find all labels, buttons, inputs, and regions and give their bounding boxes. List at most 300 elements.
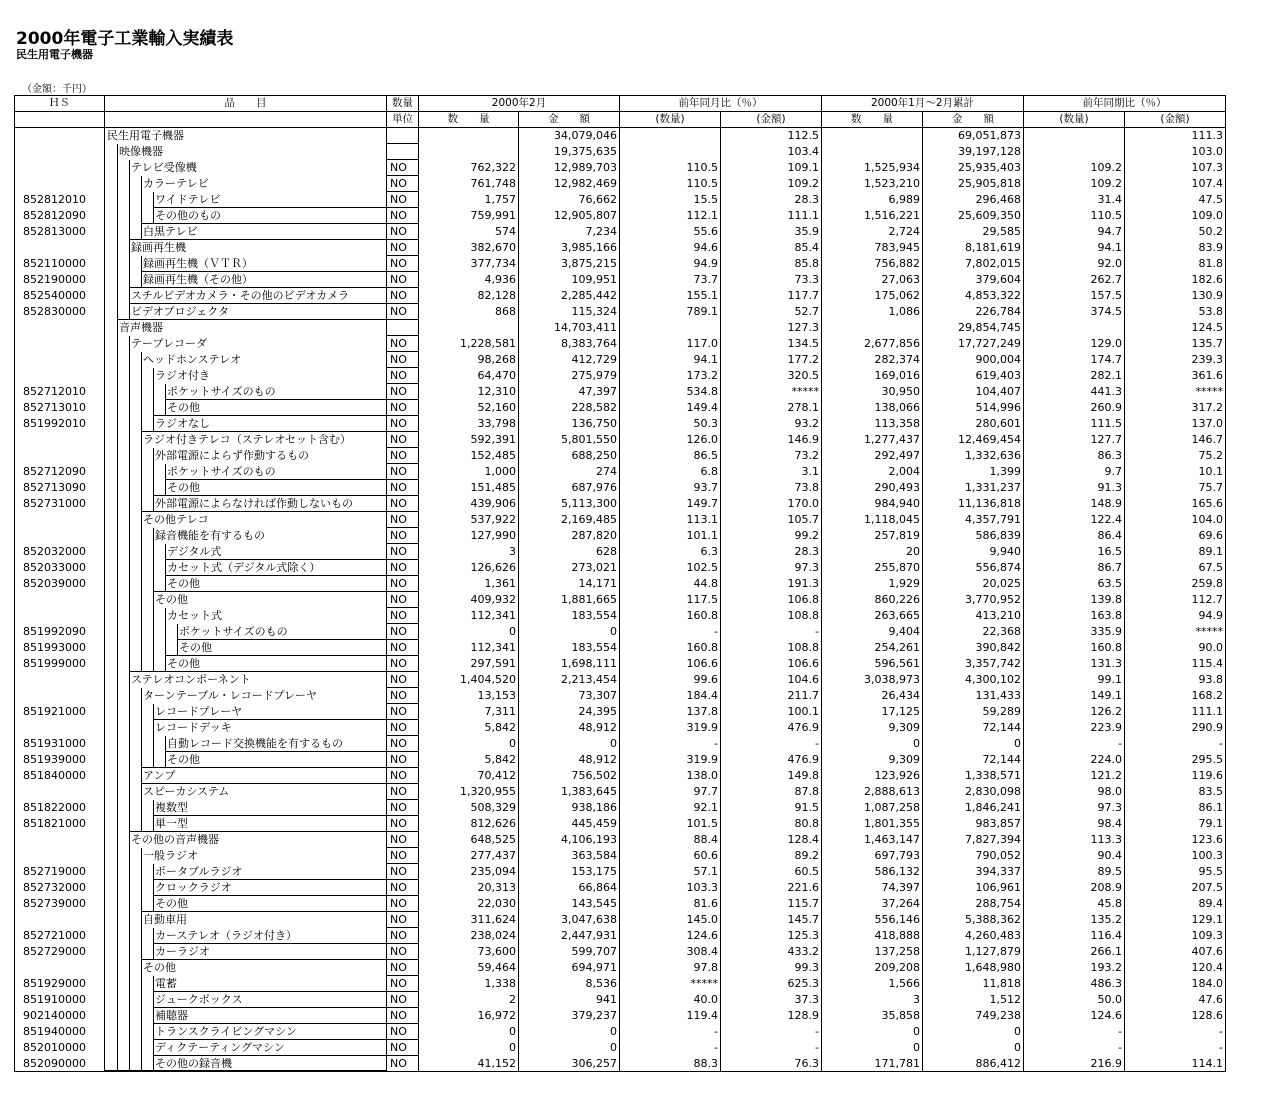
unit: NO [387,896,419,912]
tree-line [153,624,154,640]
amount-cumulative: 25,609,350 [923,208,1024,224]
tree-line [129,688,130,704]
unit: NO [387,384,419,400]
qty-2000-feb: 1,228,581 [419,336,519,352]
qty-yoy-month: 319.9 [620,752,721,768]
qty-yoy-period: 111.5 [1024,416,1125,432]
qty-cumulative: 1,118,045 [822,512,923,528]
qty-cumulative: 9,404 [822,624,923,640]
hs-code [15,592,105,608]
table-row [15,176,1226,192]
tree-line [117,224,118,240]
item-name: ラジオなし [155,416,210,430]
qty-yoy-month: 94.1 [620,352,721,368]
tree-line [153,480,154,496]
hs-code [15,528,105,544]
tree-line [141,432,142,448]
hs-code: 852731000 [15,496,105,512]
qty-cumulative: 1,525,934 [822,160,923,176]
unit: NO [387,160,419,176]
qty-yoy-month: 106.6 [620,656,721,672]
amount-yoy-month: - [721,1040,822,1056]
amount-yoy-month: 73.8 [721,480,822,496]
tree-line [117,640,118,656]
item-name: ターンテーブル・レコードプレーヤ [143,688,318,702]
unit [387,320,419,336]
tree-line [141,704,142,720]
hs-code: 851931000 [15,736,105,752]
amount-cumulative: 1,648,980 [923,960,1024,976]
qty-yoy-month: 93.7 [620,480,721,496]
qty-yoy-month: 15.5 [620,192,721,208]
table-row [15,720,1226,736]
amount-yoy-period: - [1125,736,1226,752]
qty-yoy-month: 126.0 [620,432,721,448]
table-row [15,400,1226,416]
table-row [15,800,1226,816]
unit: NO [387,1056,419,1072]
amount-yoy-month: - [721,736,822,752]
amount-2000-feb: 73,307 [519,688,620,704]
tree-line [129,848,130,864]
tree-line [117,144,118,160]
tree-line [117,912,118,928]
qty-cumulative [822,128,923,144]
unit: NO [387,336,419,352]
tree-line [129,1040,130,1056]
item-name: 自動車用 [143,912,187,926]
tree-line [141,640,142,656]
unit: NO [387,736,419,752]
qty-cumulative: 2,888,613 [822,784,923,800]
amount-yoy-period: 407.6 [1125,944,1226,960]
hs-code: 851840000 [15,768,105,784]
qty-2000-feb: 1,320,955 [419,784,519,800]
amount-yoy-period: 93.8 [1125,672,1226,688]
amount-yoy-period: 47.5 [1125,192,1226,208]
tree-line [129,704,130,720]
item-name: 複数型 [155,800,188,814]
amount-2000-feb: 153,175 [519,864,620,880]
qty-yoy-period: - [1024,1040,1125,1056]
qty-yoy-month: 119.4 [620,1008,721,1024]
amount-2000-feb: 14,703,411 [519,320,620,336]
qty-cumulative [822,144,923,160]
amount-2000-feb: 19,375,635 [519,144,620,160]
qty-cumulative: 30,950 [822,384,923,400]
item-name: その他 [167,576,200,590]
qty-yoy-month: 40.0 [620,992,721,1008]
amount-cumulative: 25,905,818 [923,176,1024,192]
table-row [15,256,1226,272]
item-name: 電蓄 [155,976,177,990]
qty-2000-feb: 0 [419,736,519,752]
table-row [15,416,1226,432]
amount-cumulative: 17,727,249 [923,336,1024,352]
qty-yoy-period: 193.2 [1024,960,1125,976]
qty-2000-feb: 812,626 [419,816,519,832]
hs-code: 851993000 [15,640,105,656]
tree-line [177,624,178,640]
table-row [15,672,1226,688]
header-unit-bottom: 単位 [387,112,419,128]
item-cell [105,576,387,592]
tree-line [129,480,130,496]
hs-code: 852110000 [15,256,105,272]
unit: NO [387,576,419,592]
amount-cumulative: 1,127,879 [923,944,1024,960]
hs-code [15,128,105,144]
tree-line [117,544,118,560]
tree-line [141,784,142,800]
qty-yoy-month: 60.6 [620,848,721,864]
tree-line [129,464,130,480]
hs-code: 851939000 [15,752,105,768]
tree-line [153,192,154,208]
item-name: 外部電源によらず作動するもの [155,448,309,462]
amount-2000-feb: 24,395 [519,704,620,720]
amount-cumulative: 886,412 [923,1056,1024,1072]
tree-line [129,1024,130,1040]
qty-2000-feb: 574 [419,224,519,240]
qty-2000-feb: 151,485 [419,480,519,496]
tree-line [153,560,154,576]
hs-code: 852732000 [15,880,105,896]
tree-line [129,608,130,624]
qty-yoy-period [1024,320,1125,336]
amount-cumulative: 39,197,128 [923,144,1024,160]
amount-yoy-period: 123.6 [1125,832,1226,848]
amount-2000-feb: 379,237 [519,1008,620,1024]
unit: NO [387,992,419,1008]
item-cell [105,784,387,800]
qty-yoy-period: 50.0 [1024,992,1125,1008]
qty-yoy-month: 112.1 [620,208,721,224]
amount-yoy-period: 168.2 [1125,688,1226,704]
amount-yoy-month: 91.5 [721,800,822,816]
item-name: カラーテレビ [143,176,209,190]
item-cell [105,416,387,432]
amount-cumulative: 3,770,952 [923,592,1024,608]
table-row [15,848,1226,864]
hs-code [15,432,105,448]
amount-2000-feb: 12,982,469 [519,176,620,192]
item-cell [105,1056,387,1072]
hs-code [15,688,105,704]
qty-2000-feb: 41,152 [419,1056,519,1072]
tree-line [141,624,142,640]
amount-cumulative: 1,338,571 [923,768,1024,784]
item-cell [105,752,387,768]
unit: NO [387,1040,419,1056]
amount-yoy-month: 191.3 [721,576,822,592]
qty-cumulative: 860,226 [822,592,923,608]
amount-yoy-month: 221.6 [721,880,822,896]
qty-2000-feb: 5,842 [419,720,519,736]
qty-yoy-period: 110.5 [1024,208,1125,224]
amount-2000-feb: 115,324 [519,304,620,320]
amount-yoy-month: 105.7 [721,512,822,528]
item-name: 外部電源によらなければ作動しないもの [155,496,353,510]
amount-yoy-month: 112.5 [721,128,822,144]
tree-line [153,608,154,624]
amount-2000-feb: 1,383,645 [519,784,620,800]
amount-yoy-month: 170.0 [721,496,822,512]
tree-line [141,560,142,576]
qty-yoy-month: 184.4 [620,688,721,704]
amount-yoy-month: 80.8 [721,816,822,832]
unit: NO [387,704,419,720]
tree-line [117,592,118,608]
item-cell [105,960,387,976]
tree-line [117,288,118,304]
qty-2000-feb: 0 [419,1024,519,1040]
tree-underline [105,1070,386,1071]
table-row [15,576,1226,592]
amount-2000-feb: 445,459 [519,816,620,832]
item-cell [105,1024,387,1040]
qty-yoy-period: 121.2 [1024,768,1125,784]
amount-2000-feb: 47,397 [519,384,620,400]
tree-line [117,800,118,816]
unit: NO [387,480,419,496]
qty-yoy-month: 97.8 [620,960,721,976]
hs-code [15,336,105,352]
amount-yoy-month: - [721,624,822,640]
amount-cumulative: 9,940 [923,544,1024,560]
tree-line [153,896,154,912]
qty-cumulative: 984,940 [822,496,923,512]
tree-line [141,464,142,480]
qty-2000-feb: 52,160 [419,400,519,416]
amount-2000-feb: 0 [519,736,620,752]
hs-code [15,448,105,464]
tree-line [129,800,130,816]
qty-yoy-month: 101.5 [620,816,721,832]
qty-2000-feb: 382,670 [419,240,519,256]
qty-cumulative: 254,261 [822,640,923,656]
tree-line [141,272,142,288]
item-cell [105,288,387,304]
tree-line [165,656,166,672]
tree-line [129,448,130,464]
amount-2000-feb: 14,171 [519,576,620,592]
item-cell [105,544,387,560]
qty-cumulative: 113,358 [822,416,923,432]
tree-line [141,1056,142,1072]
amount-cumulative: 556,874 [923,560,1024,576]
amount-yoy-month: 128.9 [721,1008,822,1024]
item-name: 補聴器 [155,1008,188,1022]
amount-yoy-month: - [721,1024,822,1040]
qty-2000-feb: 592,391 [419,432,519,448]
qty-cumulative: 282,374 [822,352,923,368]
tree-line [129,560,130,576]
qty-yoy-month [620,128,721,144]
amount-yoy-period: 94.9 [1125,608,1226,624]
amount-cumulative: 2,830,098 [923,784,1024,800]
tree-line [141,992,142,1008]
qty-yoy-month: 145.0 [620,912,721,928]
amount-cumulative: 29,854,745 [923,320,1024,336]
amount-yoy-month: 60.5 [721,864,822,880]
item-cell [105,320,387,336]
item-cell [105,496,387,512]
amount-yoy-period: 130.9 [1125,288,1226,304]
qty-cumulative: 1,086 [822,304,923,320]
tree-line [141,864,142,880]
item-cell [105,512,387,528]
amount-yoy-month: 108.8 [721,608,822,624]
hs-code: 852812010 [15,192,105,208]
qty-2000-feb: 1,757 [419,192,519,208]
tree-line [117,688,118,704]
amount-yoy-month: 87.8 [721,784,822,800]
item-name: その他 [179,640,212,654]
table-row [15,928,1226,944]
qty-cumulative: 6,989 [822,192,923,208]
hs-code: 852712090 [15,464,105,480]
amount-2000-feb: 12,989,703 [519,160,620,176]
amount-cumulative: 11,136,818 [923,496,1024,512]
tree-line [129,192,130,208]
qty-yoy-month: 110.5 [620,176,721,192]
tree-line [117,880,118,896]
unit: NO [387,352,419,368]
qty-cumulative: 138,066 [822,400,923,416]
table-row [15,160,1226,176]
qty-yoy-period: 223.9 [1024,720,1125,736]
qty-yoy-period: 174.7 [1024,352,1125,368]
header-hs-blank [15,112,105,128]
hs-code: 851921000 [15,704,105,720]
amount-cumulative: 790,052 [923,848,1024,864]
qty-yoy-month: 789.1 [620,304,721,320]
qty-yoy-period: 124.6 [1024,1008,1125,1024]
tree-line [117,336,118,352]
qty-2000-feb: 98,268 [419,352,519,368]
tree-line [117,976,118,992]
hs-code [15,320,105,336]
hs-code [15,784,105,800]
amount-yoy-period: 146.7 [1125,432,1226,448]
tree-line [117,176,118,192]
tree-line [129,240,130,256]
tree-line [129,896,130,912]
tree-line [153,400,154,416]
item-name: スチルビデオカメラ・その他のビデオカメラ [131,288,350,302]
amount-cumulative: 59,289 [923,704,1024,720]
qty-2000-feb: 12,310 [419,384,519,400]
amount-yoy-period: ***** [1125,624,1226,640]
tree-line [153,208,154,224]
qty-cumulative: 596,561 [822,656,923,672]
amount-yoy-month: 100.1 [721,704,822,720]
amount-2000-feb: 941 [519,992,620,1008]
qty-yoy-period: 45.8 [1024,896,1125,912]
hs-code [15,720,105,736]
hs-code [15,368,105,384]
tree-line [165,480,166,496]
tree-line [153,736,154,752]
amount-2000-feb: 628 [519,544,620,560]
table-row [15,784,1226,800]
qty-yoy-period [1024,128,1125,144]
item-cell [105,256,387,272]
item-name: ワイドテレビ [155,192,221,206]
header-period1: 2000年2月 [419,96,620,112]
tree-line [129,400,130,416]
tree-line [153,720,154,736]
qty-2000-feb: 868 [419,304,519,320]
amount-yoy-period: 182.6 [1125,272,1226,288]
amount-2000-feb: 8,536 [519,976,620,992]
qty-2000-feb: 0 [419,624,519,640]
tree-line [153,656,154,672]
amount-yoy-month: 278.1 [721,400,822,416]
qty-cumulative: 17,125 [822,704,923,720]
qty-yoy-month: 6.3 [620,544,721,560]
qty-yoy-period: 86.4 [1024,528,1125,544]
amount-2000-feb: 0 [519,1024,620,1040]
qty-cumulative: 3 [822,992,923,1008]
tree-line [117,480,118,496]
tree-line [129,336,130,352]
qty-2000-feb: 2 [419,992,519,1008]
header-qty: 数 量 [419,112,519,128]
amount-2000-feb: 3,047,638 [519,912,620,928]
tree-line [129,512,130,528]
amount-2000-feb: 76,662 [519,192,620,208]
table-row [15,1008,1226,1024]
qty-yoy-month: 94.6 [620,240,721,256]
tree-line [153,528,154,544]
qty-2000-feb: 127,990 [419,528,519,544]
table-row [15,240,1226,256]
table-row [15,736,1226,752]
qty-2000-feb: 0 [419,1040,519,1056]
amount-yoy-month: 103.4 [721,144,822,160]
qty-cumulative: 137,258 [822,944,923,960]
item-cell [105,944,387,960]
unit: NO [387,256,419,272]
amount-yoy-month: 111.1 [721,208,822,224]
page-subtitle: 民生用電子機器 [16,48,93,61]
item-name: テレビ受像機 [131,160,197,174]
amount-2000-feb: 143,545 [519,896,620,912]
qty-yoy-period: 131.3 [1024,656,1125,672]
qty-cumulative: 175,062 [822,288,923,304]
item-cell [105,272,387,288]
unit: NO [387,592,419,608]
item-name: その他 [155,592,188,606]
qty-yoy-period: 122.4 [1024,512,1125,528]
unit: NO [387,816,419,832]
qty-yoy-period: 91.3 [1024,480,1125,496]
amount-cumulative: 7,802,015 [923,256,1024,272]
qty-2000-feb: 4,936 [419,272,519,288]
tree-line [141,416,142,432]
tree-line [129,752,130,768]
item-name: カセット式（デジタル式除く） [167,560,321,574]
unit: NO [387,224,419,240]
header-amt-pct: (金額) [721,112,822,128]
unit: NO [387,368,419,384]
amount-cumulative: 296,468 [923,192,1024,208]
amount-yoy-month: 128.4 [721,832,822,848]
item-cell [105,688,387,704]
hs-code: 852033000 [15,560,105,576]
